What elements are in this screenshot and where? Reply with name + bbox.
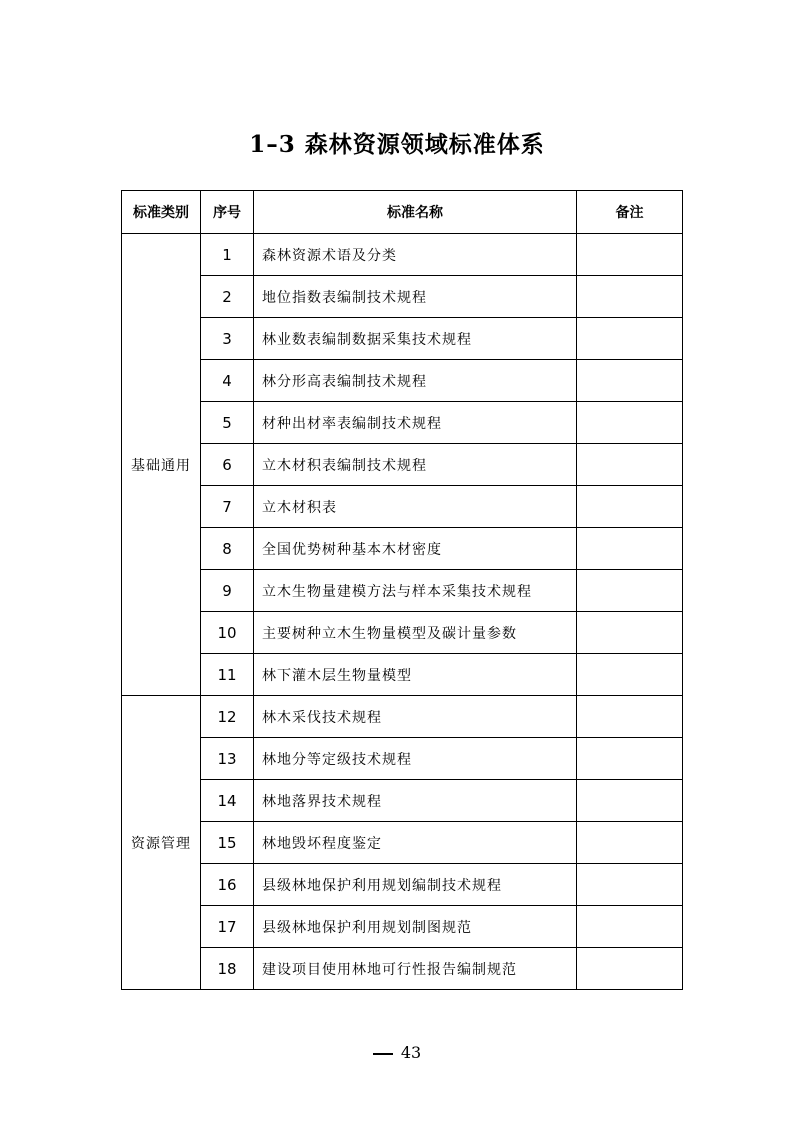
seq-cell: 15	[201, 822, 254, 864]
table-row	[122, 948, 683, 990]
name-cell: 立木材积表	[254, 486, 577, 528]
name-cell: 地位指数表编制技术规程	[254, 276, 577, 318]
table-row	[122, 780, 683, 822]
remark-cell	[577, 234, 683, 276]
page-title: 1–3 森林资源领域标准体系	[249, 131, 545, 158]
name-cell: 建设项目使用林地可行性报告编制规范	[254, 948, 577, 990]
page-number: 43	[400, 1043, 422, 1062]
seq-cell: 2	[201, 276, 254, 318]
name-cell: 林地分等定级技术规程	[254, 738, 577, 780]
table-row	[122, 822, 683, 864]
seq-cell: 7	[201, 486, 254, 528]
seq-cell: 8	[201, 528, 254, 570]
seq-cell: 4	[201, 360, 254, 402]
table-row	[122, 864, 683, 906]
seq-cell: 11	[201, 654, 254, 696]
name-cell: 立木生物量建模方法与样本采集技术规程	[254, 570, 577, 612]
seq-cell: 18	[201, 948, 254, 990]
seq-cell: 9	[201, 570, 254, 612]
remark-cell	[577, 612, 683, 654]
name-cell: 全国优势树种基本木材密度	[254, 528, 577, 570]
seq-cell: 10	[201, 612, 254, 654]
name-cell: 林地落界技术规程	[254, 780, 577, 822]
seq-cell: 1	[201, 234, 254, 276]
table-row	[122, 234, 683, 276]
remark-cell	[577, 360, 683, 402]
name-cell: 主要树种立木生物量模型及碳计量参数	[254, 612, 577, 654]
category-cell: 基础通用	[122, 234, 201, 696]
remark-cell	[577, 948, 683, 990]
table-row	[122, 318, 683, 360]
remark-cell	[577, 318, 683, 360]
seq-cell: 16	[201, 864, 254, 906]
header-seq: 序号	[201, 191, 254, 234]
table-row	[122, 276, 683, 318]
remark-cell	[577, 486, 683, 528]
name-cell: 材种出材率表编制技术规程	[254, 402, 577, 444]
table-row	[122, 444, 683, 486]
remark-cell	[577, 864, 683, 906]
header-remark: 备注	[577, 191, 683, 234]
name-cell: 森林资源术语及分类	[254, 234, 577, 276]
seq-cell: 12	[201, 696, 254, 738]
remark-cell	[577, 822, 683, 864]
seq-cell: 5	[201, 402, 254, 444]
remark-cell	[577, 780, 683, 822]
remark-cell	[577, 570, 683, 612]
seq-cell: 3	[201, 318, 254, 360]
table-row	[122, 402, 683, 444]
name-cell: 立木材积表编制技术规程	[254, 444, 577, 486]
page-footer	[0, 1043, 794, 1062]
remark-cell	[577, 906, 683, 948]
name-cell: 林业数表编制数据采集技术规程	[254, 318, 577, 360]
remark-cell	[577, 654, 683, 696]
table-row	[122, 486, 683, 528]
table-row	[122, 906, 683, 948]
seq-cell: 14	[201, 780, 254, 822]
remark-cell	[577, 738, 683, 780]
category-cell: 资源管理	[122, 696, 201, 990]
table-row	[122, 738, 683, 780]
name-cell: 林木采伐技术规程	[254, 696, 577, 738]
name-cell: 县级林地保护利用规划制图规范	[254, 906, 577, 948]
table-row	[122, 654, 683, 696]
name-cell: 林地毁坏程度鉴定	[254, 822, 577, 864]
seq-cell: 17	[201, 906, 254, 948]
standards-table	[121, 190, 683, 990]
remark-cell	[577, 696, 683, 738]
remark-cell	[577, 402, 683, 444]
table-row	[122, 612, 683, 654]
table-row	[122, 570, 683, 612]
name-cell: 林下灌木层生物量模型	[254, 654, 577, 696]
seq-cell: 13	[201, 738, 254, 780]
remark-cell	[577, 444, 683, 486]
header-category: 标准类别	[122, 191, 201, 234]
header-name: 标准名称	[254, 191, 577, 234]
remark-cell	[577, 528, 683, 570]
name-cell: 县级林地保护利用规划编制技术规程	[254, 864, 577, 906]
table-row	[122, 696, 683, 738]
seq-cell: 6	[201, 444, 254, 486]
table-row	[122, 360, 683, 402]
table-header-row	[122, 191, 683, 234]
footer-dash	[373, 1053, 393, 1055]
table-row	[122, 528, 683, 570]
name-cell: 林分形高表编制技术规程	[254, 360, 577, 402]
remark-cell	[577, 276, 683, 318]
